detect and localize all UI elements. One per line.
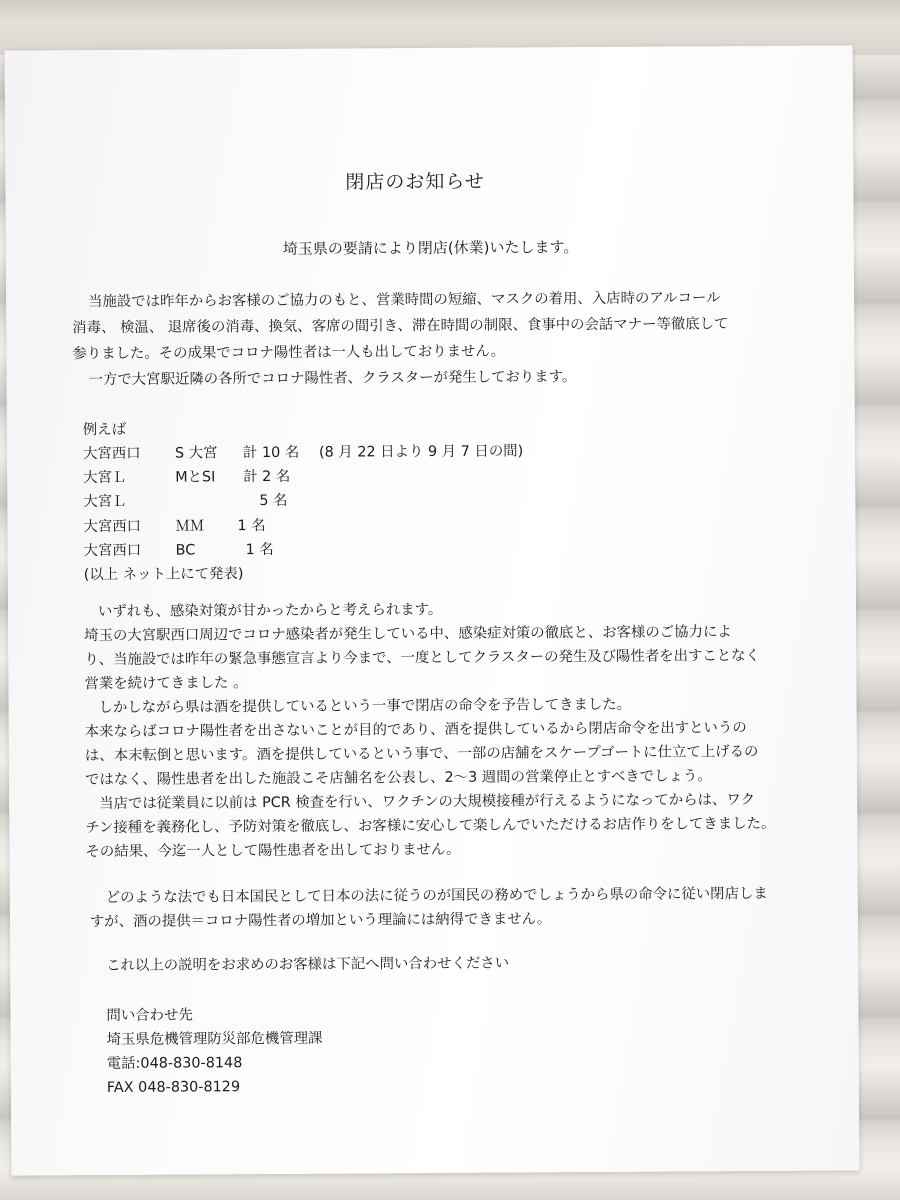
example-count: 1 名: [245, 541, 274, 559]
example-count: 5 名: [259, 492, 288, 510]
contact-heading: 問い合わせ先: [106, 1007, 193, 1024]
example-place: 大宮Ｌ: [83, 493, 127, 511]
para2-line: は、本末転倒と思います。酒を提供しているという事で、一部の店舗をスケープゴートに仕立て上げるの: [84, 744, 759, 765]
example-place: 大宮西口: [83, 518, 142, 536]
notice-title: 閉店のお知らせ: [345, 170, 485, 194]
examples-source: (以上 ネット上にて発表): [83, 566, 244, 584]
para2-line: 本来ならばコロナ陽性者を出さないことが目的であり、酒を提供しているから閉店命令を出すというの: [84, 720, 747, 741]
notice-paper: [5, 45, 860, 1175]
para1-line: 一方で大宮駅近隣の各所でコロナ陽性者、クラスターが発生しております。: [88, 369, 577, 389]
example-note: (8 月 22 日より 9 月 7 日の間): [318, 443, 524, 461]
example-name: S 大宮: [174, 445, 218, 462]
example-name: ＭＭ: [175, 518, 205, 535]
example-count: 計 2 名: [243, 468, 291, 486]
para2-line: チン接種を義務化し、予防対策を徹底し、お客様に安心して楽しんでいただけるお店作りをしてきました。: [85, 815, 776, 837]
contact-phone: 電話:048-830-8148: [106, 1055, 243, 1072]
para3-line: すが、酒の提供＝コロナ陽性者の増加という理論には納得できません。: [89, 911, 552, 931]
example-name: MとSI: [175, 469, 216, 486]
examples-heading: 例えば: [82, 421, 127, 439]
example-count: 1 名: [237, 518, 266, 535]
example-place: 大宮西口: [83, 542, 142, 560]
contact-department: 埼玉県危機管理防災部危機管理課: [106, 1030, 323, 1048]
para2-line: ではなく、陽性患者を出した施設こそ店舗名を公表し、2〜3 週間の営業停止とすべきでしょう。: [84, 768, 712, 789]
para1-line: 消毒、 検温、 退席後の消毒、換気、客席の間引き、滞在時間の制限、食事中の会話マナー等徹底して: [72, 316, 729, 337]
para2-line: 埼玉の大宮駅西口周辺でコロナ感染者が発生している中、感染症対策の徹底と、お客様のご協力によ: [84, 624, 732, 645]
para2-line: しかしながら県は酒を提供しているという一事で閉店の命令を予告してきました。: [98, 696, 632, 717]
para2-line: 営業を続けてきました 。: [84, 675, 248, 693]
example-name: BC: [175, 542, 196, 559]
example-count: 計 10 名: [242, 444, 300, 462]
para1-line: 当施設では昨年からお客様のご協力のもと、営業時間の短縮、マスクの着用、入店時のアルコール: [88, 290, 721, 311]
para2-line: その結果、今迄一人として陽性患者を出しておりません。: [85, 841, 461, 861]
para2-line: り、当施設では昨年の緊急事態宣言より今まで、一度としてクラスターの発生及び陽性者を出すことなく: [84, 647, 760, 669]
example-place: 大宮西口: [82, 445, 141, 463]
para2-line: 当店では従業員に以前は PCR 検査を行い、ワクチンの大規模接種が行えるようになってからは、ワク: [99, 792, 756, 813]
para1-line: 参りました。その成果でコロナ陽性者は一人も出しておりません。: [72, 343, 506, 363]
notice-subtitle: 埼玉県の要請により閉店(休業)いたします。: [282, 238, 579, 258]
example-place: 大宮Ｌ: [83, 469, 127, 487]
contact-fax: FAX 048-830-8129: [106, 1079, 241, 1096]
closing-text: これ以上の説明をお求めのお客様は下記へ問い合わせください: [106, 955, 510, 974]
para3-line: どのような法でも日本国民として日本の法に従うのが国民の務めでしょうから県の命令に従い閉店しま: [105, 885, 768, 906]
para2-line: いずれも、感染対策が甘かったからと考えられます。: [97, 601, 443, 621]
